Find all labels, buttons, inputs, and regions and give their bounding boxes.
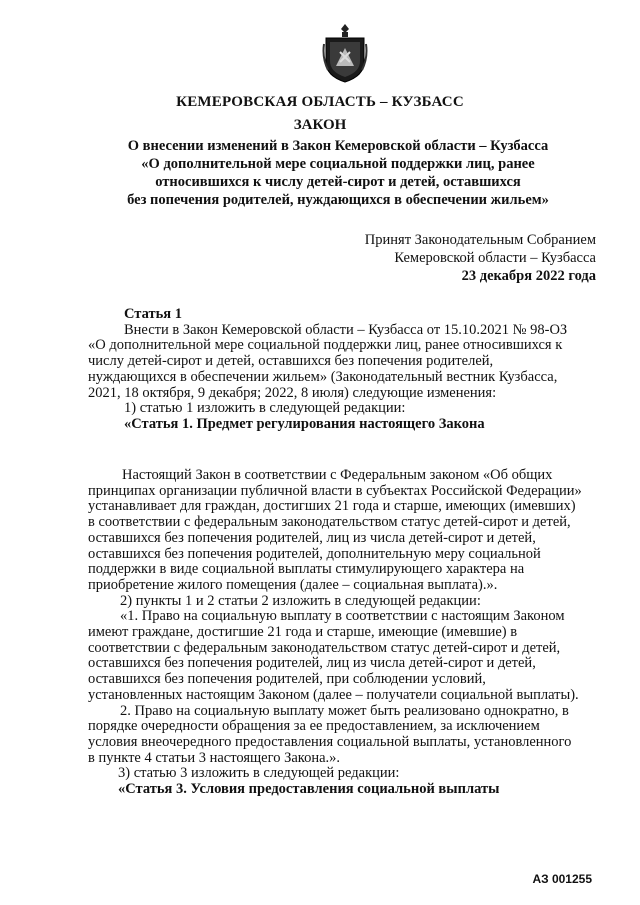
region-name: КЕМЕРОВСКАЯ ОБЛАСТЬ – КУЗБАСС — [176, 94, 464, 110]
adoption-date: 23 декабря 2022 года — [461, 268, 596, 284]
item-3-heading: «Статья 3. Условия предоставления социальной выплаты — [118, 781, 500, 798]
document-type: ЗАКОН — [293, 117, 347, 133]
adoption-block — [365, 231, 596, 285]
kuzbass-coat-of-arms-icon — [322, 22, 368, 84]
body-line — [88, 338, 598, 354]
body-text: числу детей-сирот и детей, оставшихся без попечения родителей, — [88, 353, 494, 370]
body-line: имеют граждане, достигшие 21 года и старше, имеющие (имевшие) в — [88, 624, 518, 641]
body-line: принципах организации публичной власти в субъектах Российской Федерации» — [88, 482, 582, 499]
body-line: 2021, 18 октября, 9 декабря; 2022, 8 июля) следующие изменения: — [88, 384, 497, 401]
law-title — [88, 137, 588, 209]
item-1-heading: «Статья 1. Предмет регулирования настоящего Закона — [124, 415, 485, 432]
article-body — [88, 307, 598, 433]
body-line: оставшихся без попечения родителей, при соблюдении условий, — [88, 671, 486, 688]
body-line: Настоящий Закон в соответствии с Федеральным законом «Об общих — [122, 467, 553, 483]
body-line: поддержки в виде социальной выплаты стимулирующего характера на — [88, 561, 525, 578]
item-1: 1) статью 1 изложить в следующей редакции: — [124, 400, 406, 417]
adoption-line: Принят Законодательным Собранием — [364, 232, 596, 248]
body-line: оставшихся без попечения родителей, лиц из числа детей-сирот и детей, — [88, 529, 536, 546]
serial-number: АЗ 001255 — [532, 872, 592, 886]
law-title-line: О внесении изменений в Закон Кемеровской области – Кузбасса — [127, 138, 549, 154]
body-line: оставшихся без попечения родителей, дополнительную меру социальной — [88, 545, 541, 562]
body-line: 2. Право на социальную выплату может быть реализовано однократно, в — [120, 702, 569, 719]
law-title-line: без попечения родителей, нуждающихся в обеспечении жильем» — [127, 192, 549, 208]
article-1-text — [88, 468, 598, 798]
body-line: в пункте 4 статьи 3 настоящего Закона.». — [88, 749, 341, 766]
body-line: порядке очередности обращения за ее предоставлением, за исключением — [88, 718, 540, 735]
item-2: 2) пункты 1 и 2 статьи 2 изложить в следующей редакции: — [120, 592, 481, 609]
body-line — [88, 354, 598, 370]
body-line: установленных настоящим Законом (далее – получатели социальной выплаты). — [88, 686, 579, 703]
body-line: условия внеочередного предоставления социальной выплаты, установленного — [88, 733, 572, 750]
body-line: «1. Право на социальную выплату в соответствии с настоящим Законом — [120, 608, 565, 625]
body-text: «О дополнительной мере социальной поддержки лиц, ранее относившихся к — [88, 337, 563, 354]
adoption-line: Кемеровской области – Кузбасса — [394, 250, 596, 266]
article-heading: Статья 1 — [124, 306, 182, 322]
law-title-line: относившихся к числу детей-сирот и детей, оставшихся — [155, 174, 521, 190]
body-line: приобретение жилого помещения (далее – социальная выплата).». — [88, 576, 498, 593]
body-line: нуждающихся в обеспечении жильем» (Законодательный вестник Кузбасса, — [88, 368, 558, 385]
body-line: устанавливает для граждан, достигших 21 года и старше, имеющих (имевших) — [88, 498, 576, 515]
law-title-line: «О дополнительной мере социальной поддержки лиц, ранее — [141, 156, 535, 172]
body-line: оставшихся без попечения родителей, лиц из числа детей-сирот и детей, — [88, 655, 536, 672]
body-line: Внести в Закон Кемеровской области – Кузбасса от 15.10.2021 № 98-ОЗ — [124, 321, 568, 338]
body-line: соответствии с федеральным законодательством статус детей-сирот и детей, — [88, 639, 561, 656]
body-line: в соответствии с федеральным законодательством статус детей-сирот и детей, — [88, 514, 571, 531]
item-3: 3) статью 3 изложить в следующей редакции: — [118, 765, 400, 782]
